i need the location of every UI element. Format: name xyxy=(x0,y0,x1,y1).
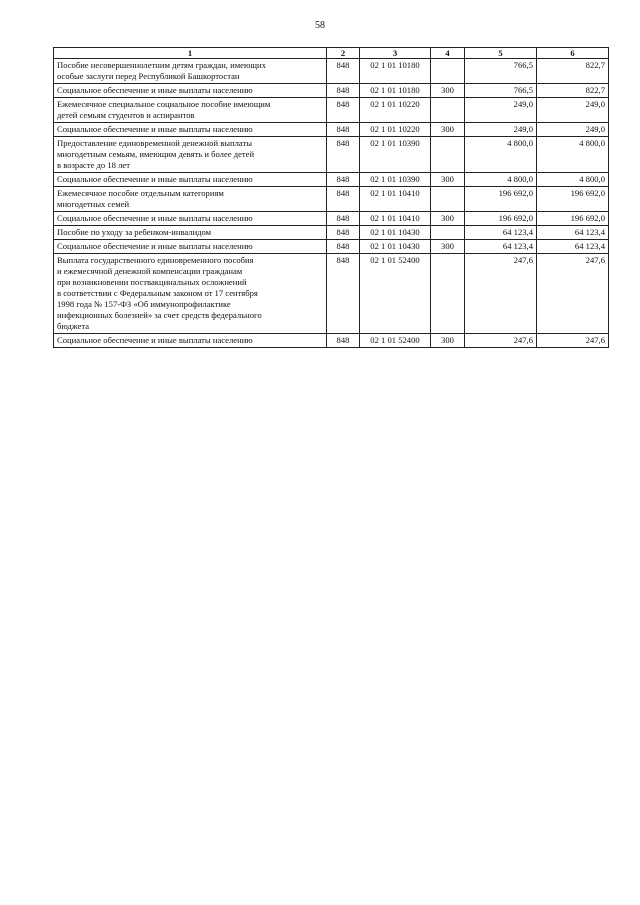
row-name-line: 1998 года № 157-ФЗ «Об иммунопрофилактике xyxy=(57,299,231,309)
header-col-1: 1 xyxy=(54,48,327,59)
row-name xyxy=(54,334,327,348)
table-row xyxy=(54,254,609,334)
row-amount-col6: 64 123,4 xyxy=(537,240,609,254)
row-name-line: при возникновении поствакцинальных осложнений xyxy=(57,277,247,287)
row-amount-col6: 249,0 xyxy=(537,123,609,137)
row-amount-col5: 64 123,4 xyxy=(465,226,537,240)
row-target-article: 02 1 01 10390 xyxy=(360,173,431,187)
table-body xyxy=(54,59,609,348)
row-target-article: 02 1 01 10180 xyxy=(360,84,431,98)
row-name-line: Пособие несовершеннолетним детям граждан, имеющих xyxy=(57,60,266,70)
row-amount-col5: 196 692,0 xyxy=(465,187,537,212)
row-amount-col5: 766,5 xyxy=(465,84,537,98)
row-name-line: бюджета xyxy=(57,321,90,331)
row-name xyxy=(54,212,327,226)
row-name xyxy=(54,123,327,137)
row-expense-type xyxy=(431,59,465,84)
row-ministry-code: 848 xyxy=(327,84,360,98)
row-expense-type xyxy=(431,254,465,334)
row-target-article: 02 1 01 10390 xyxy=(360,137,431,173)
row-ministry-code: 848 xyxy=(327,98,360,123)
row-amount-col5: 247,6 xyxy=(465,334,537,348)
row-name xyxy=(54,84,327,98)
row-ministry-code: 848 xyxy=(327,240,360,254)
table-row xyxy=(54,187,609,212)
row-name xyxy=(54,187,327,212)
row-name-line: Социальное обеспечение и иные выплаты населению xyxy=(57,174,253,184)
table-row xyxy=(54,226,609,240)
row-expense-type xyxy=(431,187,465,212)
row-ministry-code: 848 xyxy=(327,187,360,212)
row-name-line: в возрасте до 18 лет xyxy=(57,160,130,170)
table-row xyxy=(54,137,609,173)
row-name xyxy=(54,226,327,240)
row-name-line: Пособие по уходу за ребенком-инвалидом xyxy=(57,227,212,237)
row-name-line: детей семьям студентов и аспирантов xyxy=(57,110,195,120)
row-name-line: Ежемесячное пособие отдельным категориям xyxy=(57,188,224,198)
row-name-line: Предоставление единовременной денежной выплаты xyxy=(57,138,253,148)
row-target-article: 02 1 01 10430 xyxy=(360,226,431,240)
row-amount-col5: 196 692,0 xyxy=(465,212,537,226)
header-col-5: 5 xyxy=(465,48,537,59)
row-amount-col6: 247,6 xyxy=(537,254,609,334)
table-row xyxy=(54,240,609,254)
header-col-2: 2 xyxy=(327,48,360,59)
table-row xyxy=(54,212,609,226)
row-expense-type: 300 xyxy=(431,173,465,187)
table-row xyxy=(54,84,609,98)
row-name xyxy=(54,98,327,123)
row-amount-col6: 196 692,0 xyxy=(537,187,609,212)
row-amount-col6: 64 123,4 xyxy=(537,226,609,240)
row-name-line: Ежемесячное специальное социальное пособие имеющим xyxy=(57,99,271,109)
row-name-line: инфекционных болезней» за счет средств федерального xyxy=(57,310,262,320)
row-amount-col5: 766,5 xyxy=(465,59,537,84)
row-target-article: 02 1 01 52400 xyxy=(360,334,431,348)
page-number: 58 xyxy=(315,20,325,31)
row-expense-type xyxy=(431,98,465,123)
row-amount-col6: 249,0 xyxy=(537,98,609,123)
row-ministry-code: 848 xyxy=(327,334,360,348)
table-row xyxy=(54,334,609,348)
row-target-article: 02 1 01 10410 xyxy=(360,212,431,226)
row-target-article: 02 1 01 10180 xyxy=(360,59,431,84)
row-expense-type xyxy=(431,226,465,240)
row-name-line: многодетным семьям, имеющим девять и более детей xyxy=(57,149,255,159)
row-amount-col5: 4 800,0 xyxy=(465,173,537,187)
row-amount-col6: 822,7 xyxy=(537,59,609,84)
row-ministry-code: 848 xyxy=(327,59,360,84)
row-expense-type xyxy=(431,137,465,173)
row-name-line: и ежемесячной денежной компенсации гражданам xyxy=(57,266,243,276)
row-amount-col6: 822,7 xyxy=(537,84,609,98)
row-ministry-code: 848 xyxy=(327,254,360,334)
row-target-article: 02 1 01 10220 xyxy=(360,98,431,123)
row-name-line: Выплата государственного единовременного пособия xyxy=(57,255,254,265)
row-amount-col6: 196 692,0 xyxy=(537,212,609,226)
table-header-row xyxy=(54,48,609,59)
table-row xyxy=(54,59,609,84)
row-amount-col6: 4 800,0 xyxy=(537,137,609,173)
row-name-line: особые заслуги перед Республикой Башкортостан xyxy=(57,71,240,81)
table-row xyxy=(54,98,609,123)
row-name xyxy=(54,240,327,254)
header-col-3: 3 xyxy=(360,48,431,59)
row-name-line: Социальное обеспечение и иные выплаты населению xyxy=(57,241,253,251)
row-ministry-code: 848 xyxy=(327,123,360,137)
row-target-article: 02 1 01 52400 xyxy=(360,254,431,334)
row-amount-col5: 249,0 xyxy=(465,98,537,123)
row-expense-type: 300 xyxy=(431,334,465,348)
row-amount-col5: 4 800,0 xyxy=(465,137,537,173)
row-amount-col6: 247,6 xyxy=(537,334,609,348)
row-name-line: многодетных семей xyxy=(57,199,130,209)
row-amount-col5: 247,6 xyxy=(465,254,537,334)
row-name xyxy=(54,59,327,84)
row-target-article: 02 1 01 10220 xyxy=(360,123,431,137)
row-amount-col5: 64 123,4 xyxy=(465,240,537,254)
row-name-line: Социальное обеспечение и иные выплаты населению xyxy=(57,124,253,134)
row-name-line: Социальное обеспечение и иные выплаты населению xyxy=(57,213,253,223)
row-ministry-code: 848 xyxy=(327,212,360,226)
row-expense-type: 300 xyxy=(431,240,465,254)
header-col-4: 4 xyxy=(431,48,465,59)
row-name-line: в соответствии с Федеральным законом от 17 сентября xyxy=(57,288,258,298)
row-amount-col6: 4 800,0 xyxy=(537,173,609,187)
table-row xyxy=(54,173,609,187)
row-target-article: 02 1 01 10430 xyxy=(360,240,431,254)
row-name xyxy=(54,137,327,173)
row-amount-col5: 249,0 xyxy=(465,123,537,137)
row-expense-type: 300 xyxy=(431,84,465,98)
table-row xyxy=(54,123,609,137)
row-ministry-code: 848 xyxy=(327,226,360,240)
row-ministry-code: 848 xyxy=(327,173,360,187)
row-name-line: Социальное обеспечение и иные выплаты населению xyxy=(57,335,253,345)
row-name xyxy=(54,173,327,187)
row-name xyxy=(54,254,327,334)
row-target-article: 02 1 01 10410 xyxy=(360,187,431,212)
row-name-line: Социальное обеспечение и иные выплаты населению xyxy=(57,85,253,95)
header-col-6: 6 xyxy=(537,48,609,59)
row-expense-type: 300 xyxy=(431,123,465,137)
budget-table xyxy=(53,47,609,348)
row-ministry-code: 848 xyxy=(327,137,360,173)
row-expense-type: 300 xyxy=(431,212,465,226)
